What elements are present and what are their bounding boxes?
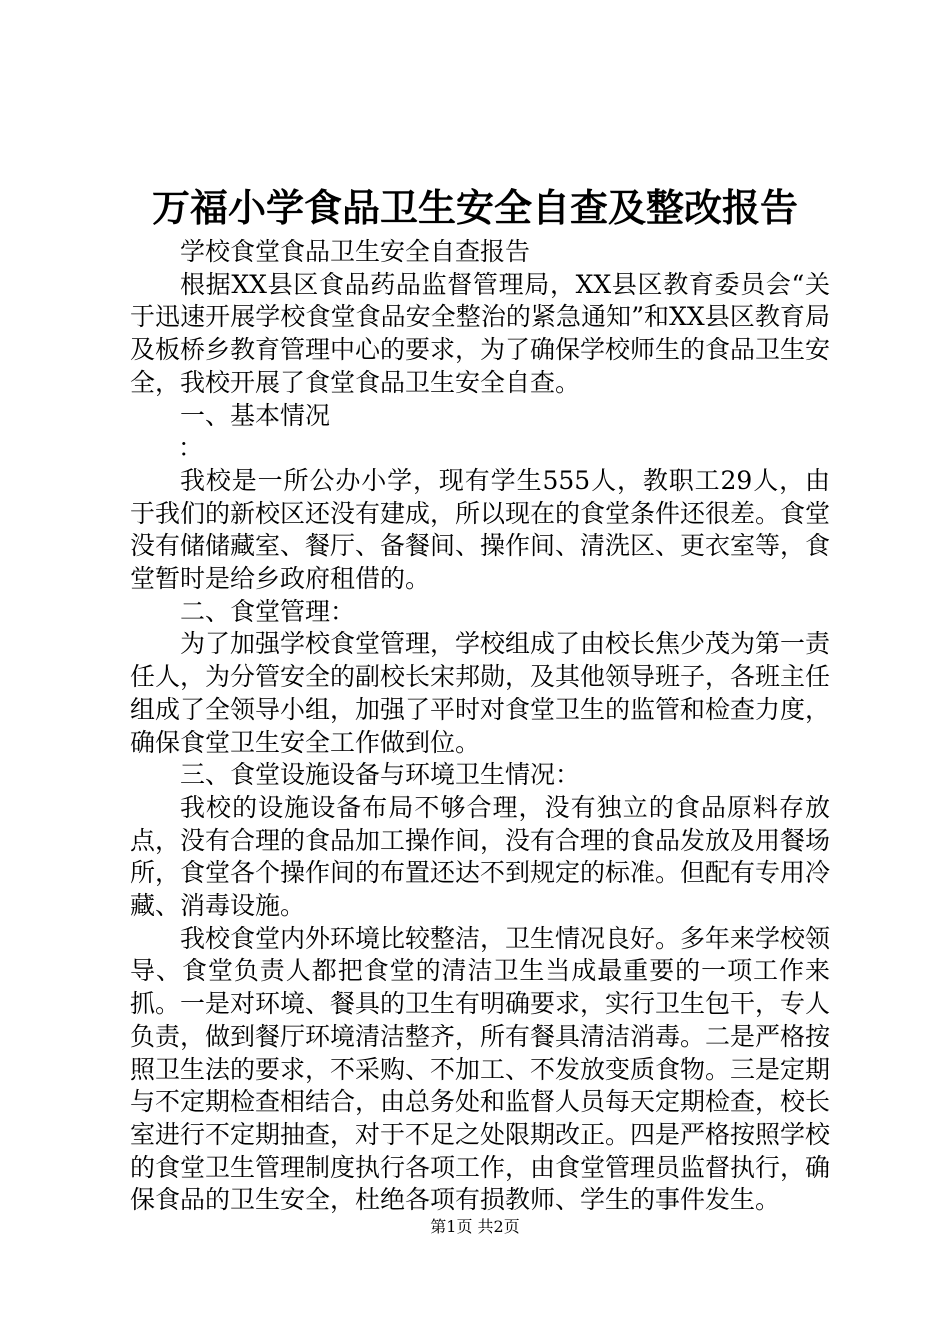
facilities-paragraph: 我校的设施设备布局不够合理，没有独立的食品原料存放点，没有合理的食品加工操作间，没有合理的食品发放及用餐场所，食堂各个操作间的布置还达不到规定的标准。但配有专用冷藏、消毒设施。 <box>130 792 831 921</box>
page-number-footer: 第1页 共2页 <box>430 1217 520 1236</box>
section-heading-management: 二、食堂管理： <box>180 596 356 626</box>
document-body <box>130 236 830 1217</box>
colon-line: ： <box>178 433 204 463</box>
basic-info-paragraph: 我校是一所公办小学，现有学生555人，教职工29人，由于我们的新校区还没有建成，所以现在的食堂条件还很差。食堂没有储储藏室、餐厅、备餐间、操作间、清洗区、更衣室等，食堂暂时是给乡政府租借的。 <box>130 465 831 594</box>
section-heading-facilities: 三、食堂设施设备与环境卫生情况： <box>180 760 581 790</box>
document-title: 万福小学食品卫生安全自查及整改报告 <box>151 185 798 230</box>
intro-paragraph: 根据XX县区食品药品监督管理局，XX县区教育委员会“关于迅速开展学校食堂食品安全整治的紧急通知”和XX县区教育局及板桥乡教育管理中心的要求，为了确保学校师生的食品卫生安全，我校开展了食堂食品卫生安全自查。 <box>130 269 831 397</box>
management-paragraph: 为了加强学校食堂管理，学校组成了由校长焦少茂为第一责任人，为分管安全的副校长宋邦勋，及其他领导班子，各班主任组成了全领导小组，加强了平时对食堂卫生的监管和检查力度，确保食堂卫生安全工作做到位。 <box>130 629 831 757</box>
environment-paragraph: 我校食堂内外环境比较整洁，卫生情况良好。多年来学校领导、食堂负责人都把食堂的清洁卫生当成最重要的一项工作来抓。一是对环境、餐具的卫生有明确要求，实行卫生包干，专人负责，做到餐厅环境清洁整齐，所有餐具清洁消毒。二是严格按照卫生法的要求，不采购、不加工、不发放变质食物。三是定期与不定期检查相结合，由总务处和监督人员每天定期检查，校长室进行不定期抽查，对于不足之处限期改正。四是严格按照学校的食堂卫生管理制度执行各项工作，由食堂管理员监督执行，确保食品的卫生安全，杜绝各项有损教师、学生的事件发生。 <box>130 923 831 1215</box>
section-heading-basic: 一、基本情况 <box>180 400 331 430</box>
subtitle-paragraph: 学校食堂食品卫生安全自查报告 <box>180 237 531 266</box>
